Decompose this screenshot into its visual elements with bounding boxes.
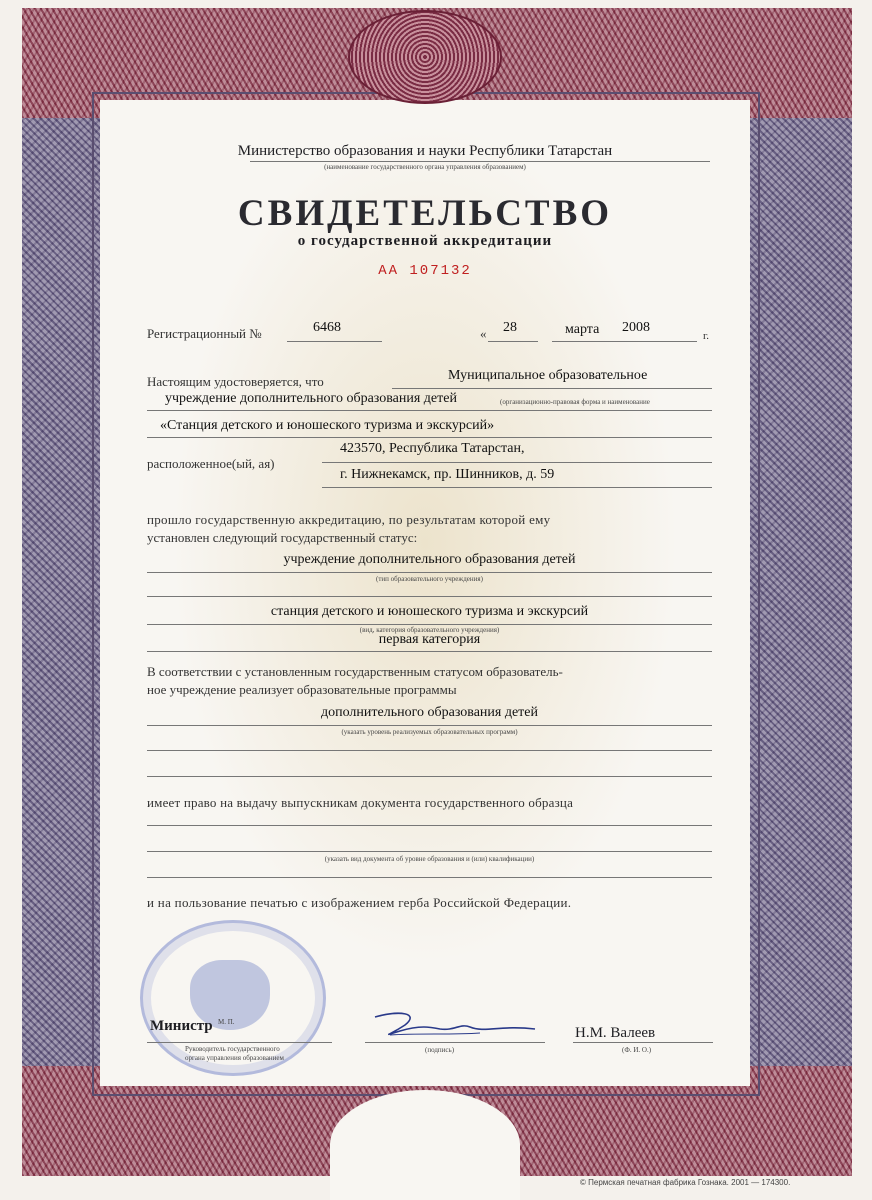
registration-number-rule bbox=[287, 341, 382, 342]
signature-caption: (подпись) bbox=[425, 1046, 455, 1054]
doc-caption: (указать вид документа об уровне образования и (или) квалификации) bbox=[324, 855, 535, 863]
name-caption: (Ф. И. О.) bbox=[622, 1046, 652, 1054]
registration-number: 6468 bbox=[313, 320, 341, 335]
type-rule-2 bbox=[147, 596, 712, 597]
signature-rule bbox=[365, 1042, 545, 1043]
org-caption: (организационно-правовая форма и наименование bbox=[500, 398, 650, 406]
kind-rule bbox=[147, 624, 712, 625]
institution-category: первая категория bbox=[378, 632, 481, 647]
programs-caption: (указать уровень реализуемых образовательных программ) bbox=[341, 728, 518, 736]
position-caption-1: Руководитель государственного bbox=[185, 1045, 280, 1053]
type-rule bbox=[147, 572, 712, 573]
doc-rule-2 bbox=[147, 851, 712, 852]
day-rule bbox=[488, 341, 538, 342]
document-title: СВИДЕТЕЛЬСТВО bbox=[237, 193, 613, 234]
position-caption-2: органа управления образованием bbox=[185, 1054, 284, 1062]
address-rule-1 bbox=[322, 462, 712, 463]
handwritten-signature bbox=[360, 1005, 550, 1045]
programs-line-1: В соответствии с установленным государственным статусом образователь- bbox=[147, 664, 563, 679]
ministry-rule bbox=[250, 161, 710, 162]
address-rule-2 bbox=[322, 487, 712, 488]
org-line-3: «Станция детского и юношеского туризма и экскурсий» bbox=[160, 418, 495, 433]
programs-line-2: ное учреждение реализует образовательные программы bbox=[147, 682, 457, 697]
seal-place-mark: М. П. bbox=[218, 1018, 235, 1026]
accreditation-line-2: установлен следующий государственный статус: bbox=[147, 530, 418, 545]
address-line-2: г. Нижнекамск, пр. Шинников, д. 59 bbox=[340, 467, 555, 482]
type-caption: (тип образовательного учреждения) bbox=[376, 575, 483, 583]
programs-rule bbox=[147, 725, 712, 726]
registration-month: марта bbox=[565, 322, 600, 337]
month-year-rule bbox=[552, 341, 697, 342]
registration-label: Регистрационный № bbox=[147, 326, 262, 341]
document-subtitle: о государственной аккредитации bbox=[297, 233, 553, 249]
ministry-name: Министерство образования и науки Республики Татарстан bbox=[237, 143, 613, 159]
name-rule bbox=[573, 1042, 713, 1043]
registration-day: 28 bbox=[503, 320, 517, 335]
org-rule-3 bbox=[147, 437, 712, 438]
category-rule bbox=[147, 651, 712, 652]
date-open-quote: « bbox=[480, 326, 487, 341]
institution-type: учреждение дополнительного образования детей bbox=[283, 552, 576, 567]
accreditation-line-1: прошло государственную аккредитацию, по результатам которой ему bbox=[147, 512, 551, 527]
issuance-right-line: имеет право на выдачу выпускникам документа государственного образца bbox=[147, 795, 574, 810]
bottom-arch-cutout bbox=[330, 1090, 520, 1200]
position-rule bbox=[147, 1042, 332, 1043]
year-suffix: г. bbox=[703, 330, 710, 342]
programs-rule-3 bbox=[147, 776, 712, 777]
org-rule-2 bbox=[147, 410, 712, 411]
location-label: расположенное(ый, ая) bbox=[147, 456, 275, 471]
printer-imprint: © Пермская печатная фабрика Гознака. 2001 — 174300. bbox=[580, 1178, 791, 1187]
org-rule-1 bbox=[392, 388, 712, 389]
programs-rule-2 bbox=[147, 750, 712, 751]
programs-value: дополнительного образования детей bbox=[321, 705, 538, 720]
org-line-2: учреждение дополнительного образования детей bbox=[165, 391, 457, 406]
doc-rule-1 bbox=[147, 825, 712, 826]
registration-year: 2008 bbox=[622, 320, 650, 335]
certify-label: Настоящим удостоверяется, что bbox=[147, 374, 324, 389]
ministry-caption: (наименование государственного органа управления образованием) bbox=[324, 163, 526, 171]
signer-name: Н.М. Валеев bbox=[575, 1025, 656, 1041]
series-number: АА 107132 bbox=[378, 263, 472, 279]
signer-position: Министр bbox=[150, 1018, 213, 1034]
top-rosette-ornament bbox=[348, 10, 502, 104]
institution-kind: станция детского и юношеского туризма и экскурсий bbox=[270, 604, 589, 619]
doc-rule-3 bbox=[147, 877, 712, 878]
kind-caption: (вид, категория образовательного учреждения) bbox=[359, 626, 500, 634]
address-line-1: 423570, Республика Татарстан, bbox=[340, 441, 525, 456]
org-line-1: Муниципальное образовательное bbox=[448, 368, 648, 383]
seal-right-line: и на пользование печатью с изображением герба Российской Федерации. bbox=[147, 895, 572, 910]
